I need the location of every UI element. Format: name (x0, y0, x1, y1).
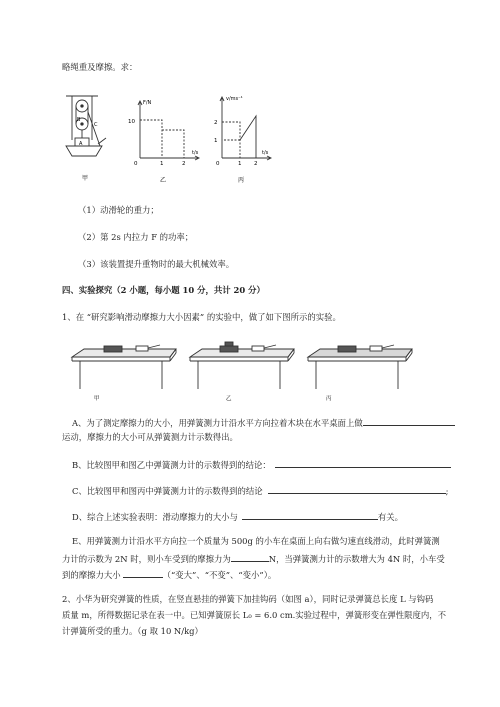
p1-a-line2: 运动，摩擦力的大小可从弹簧测力计示数得出。 (62, 432, 238, 442)
graph-yi-y-axis: F/N (143, 100, 152, 106)
p1-c-line: C、比较图甲和图丙中弹簧测力计的示数得到的结论 ; (72, 486, 449, 496)
p1-e-line1: E、用弹簧测力计沿水平方向拉一个质量为 500g 的小车在桌面上向右做匀速直线滑动，此时弹簧测 (72, 536, 440, 546)
blank-a[interactable] (363, 416, 455, 426)
graph-bing-x-axis: t/s (262, 150, 269, 156)
blank-e1[interactable] (231, 552, 269, 562)
pulley-label-c: C (94, 122, 98, 128)
p1-d-line: D、综合上述实验表明：滑动摩擦力的大小与 有关。 (72, 512, 403, 522)
graph-bing-y-tick-1: 1 (214, 138, 218, 144)
p1-b-line: B、比较图甲和图乙中弹簧测力计的示数得到的结论： (72, 458, 451, 471)
figure-label-yi: 乙 (160, 177, 167, 184)
p1-a-line1: A、为了测定摩擦力的大小，用弹簧测力计沿水平方向拉着木块在水平桌面上做 (72, 416, 455, 429)
p2-line2: 质量 m，所得数据记录在表一中。已知弹簧原长 L₀ = 6.0 cm.实验过程中，弹簧形变在弹性限度内，不 (62, 610, 447, 620)
intro-line: 略绳重及摩擦。求： (62, 62, 138, 72)
graph-yi (138, 101, 199, 160)
graph-yi-x-axis: t/s (192, 150, 199, 156)
blank-c[interactable] (268, 484, 446, 494)
p1-intro: 1、在 “研究影响滑动摩擦力大小因素” 的实验中，做了如下图所示的实验。 (62, 312, 341, 322)
graph-bing-x-tick-2: 2 (254, 161, 258, 167)
graph-bing-x-tick-0: 0 (216, 161, 220, 167)
blank-e2[interactable] (123, 568, 163, 578)
graph-yi-x-tick-0: 0 (134, 161, 138, 167)
graph-bing-y-tick-2: 2 (214, 120, 218, 126)
graph-yi-x-tick-1: 1 (160, 161, 164, 167)
p2-line1: 2、小华为研究弹簧的性质，在竖直悬挂的弹簧下加挂钩码（如图 a），同时记录弹簧总长度 L 与钩码 (62, 594, 434, 604)
graph-bing-x-tick-1: 1 (238, 161, 242, 167)
table-jia (72, 345, 176, 389)
pulley-apparatus (66, 96, 106, 156)
figure-friction-tables (70, 335, 430, 403)
p1-e-line2: 力计的示数为 2N 时，则小车受到的摩擦力为 N，当弹簧测力计的示数增大为 4N 时，小车受 (62, 554, 445, 564)
p2-line3: 计弹簧所受的重力。（g 取 10 N/kg） (62, 626, 203, 636)
question-2: （2）第 2s 内拉力 F 的功率； (78, 232, 194, 242)
graph-yi-y-tick: 10 (128, 119, 135, 125)
blank-d[interactable] (242, 510, 378, 520)
question-3: （3）该装置提升重物时的最大机械效率。 (78, 259, 235, 269)
table-label-bing: 丙 (326, 396, 332, 402)
question-1: （1）动滑轮的重力； (78, 205, 159, 215)
pulley-label-b: B (77, 117, 81, 123)
figure-label-bing: 丙 (238, 177, 245, 184)
section-title: 四、实验探究（2 小题，每小题 10 分，共计 20 分） (62, 285, 265, 295)
pulley-label-a: A (79, 141, 83, 147)
table-bing (308, 345, 412, 389)
p1-e-line3: 到的摩擦力大小 （“变大”、“不变”、“变小”）。 (62, 570, 277, 580)
graph-yi-x-tick-2: 2 (182, 161, 186, 167)
table-label-jia: 甲 (94, 396, 100, 402)
blank-b[interactable] (275, 458, 451, 468)
figure-pulley-graphs (60, 92, 280, 184)
table-yi (190, 342, 294, 389)
graph-bing-y-axis: v/ms⁻¹ (226, 96, 243, 102)
table-label-yi: 乙 (226, 396, 232, 402)
figure-label-jia: 甲 (82, 175, 89, 182)
